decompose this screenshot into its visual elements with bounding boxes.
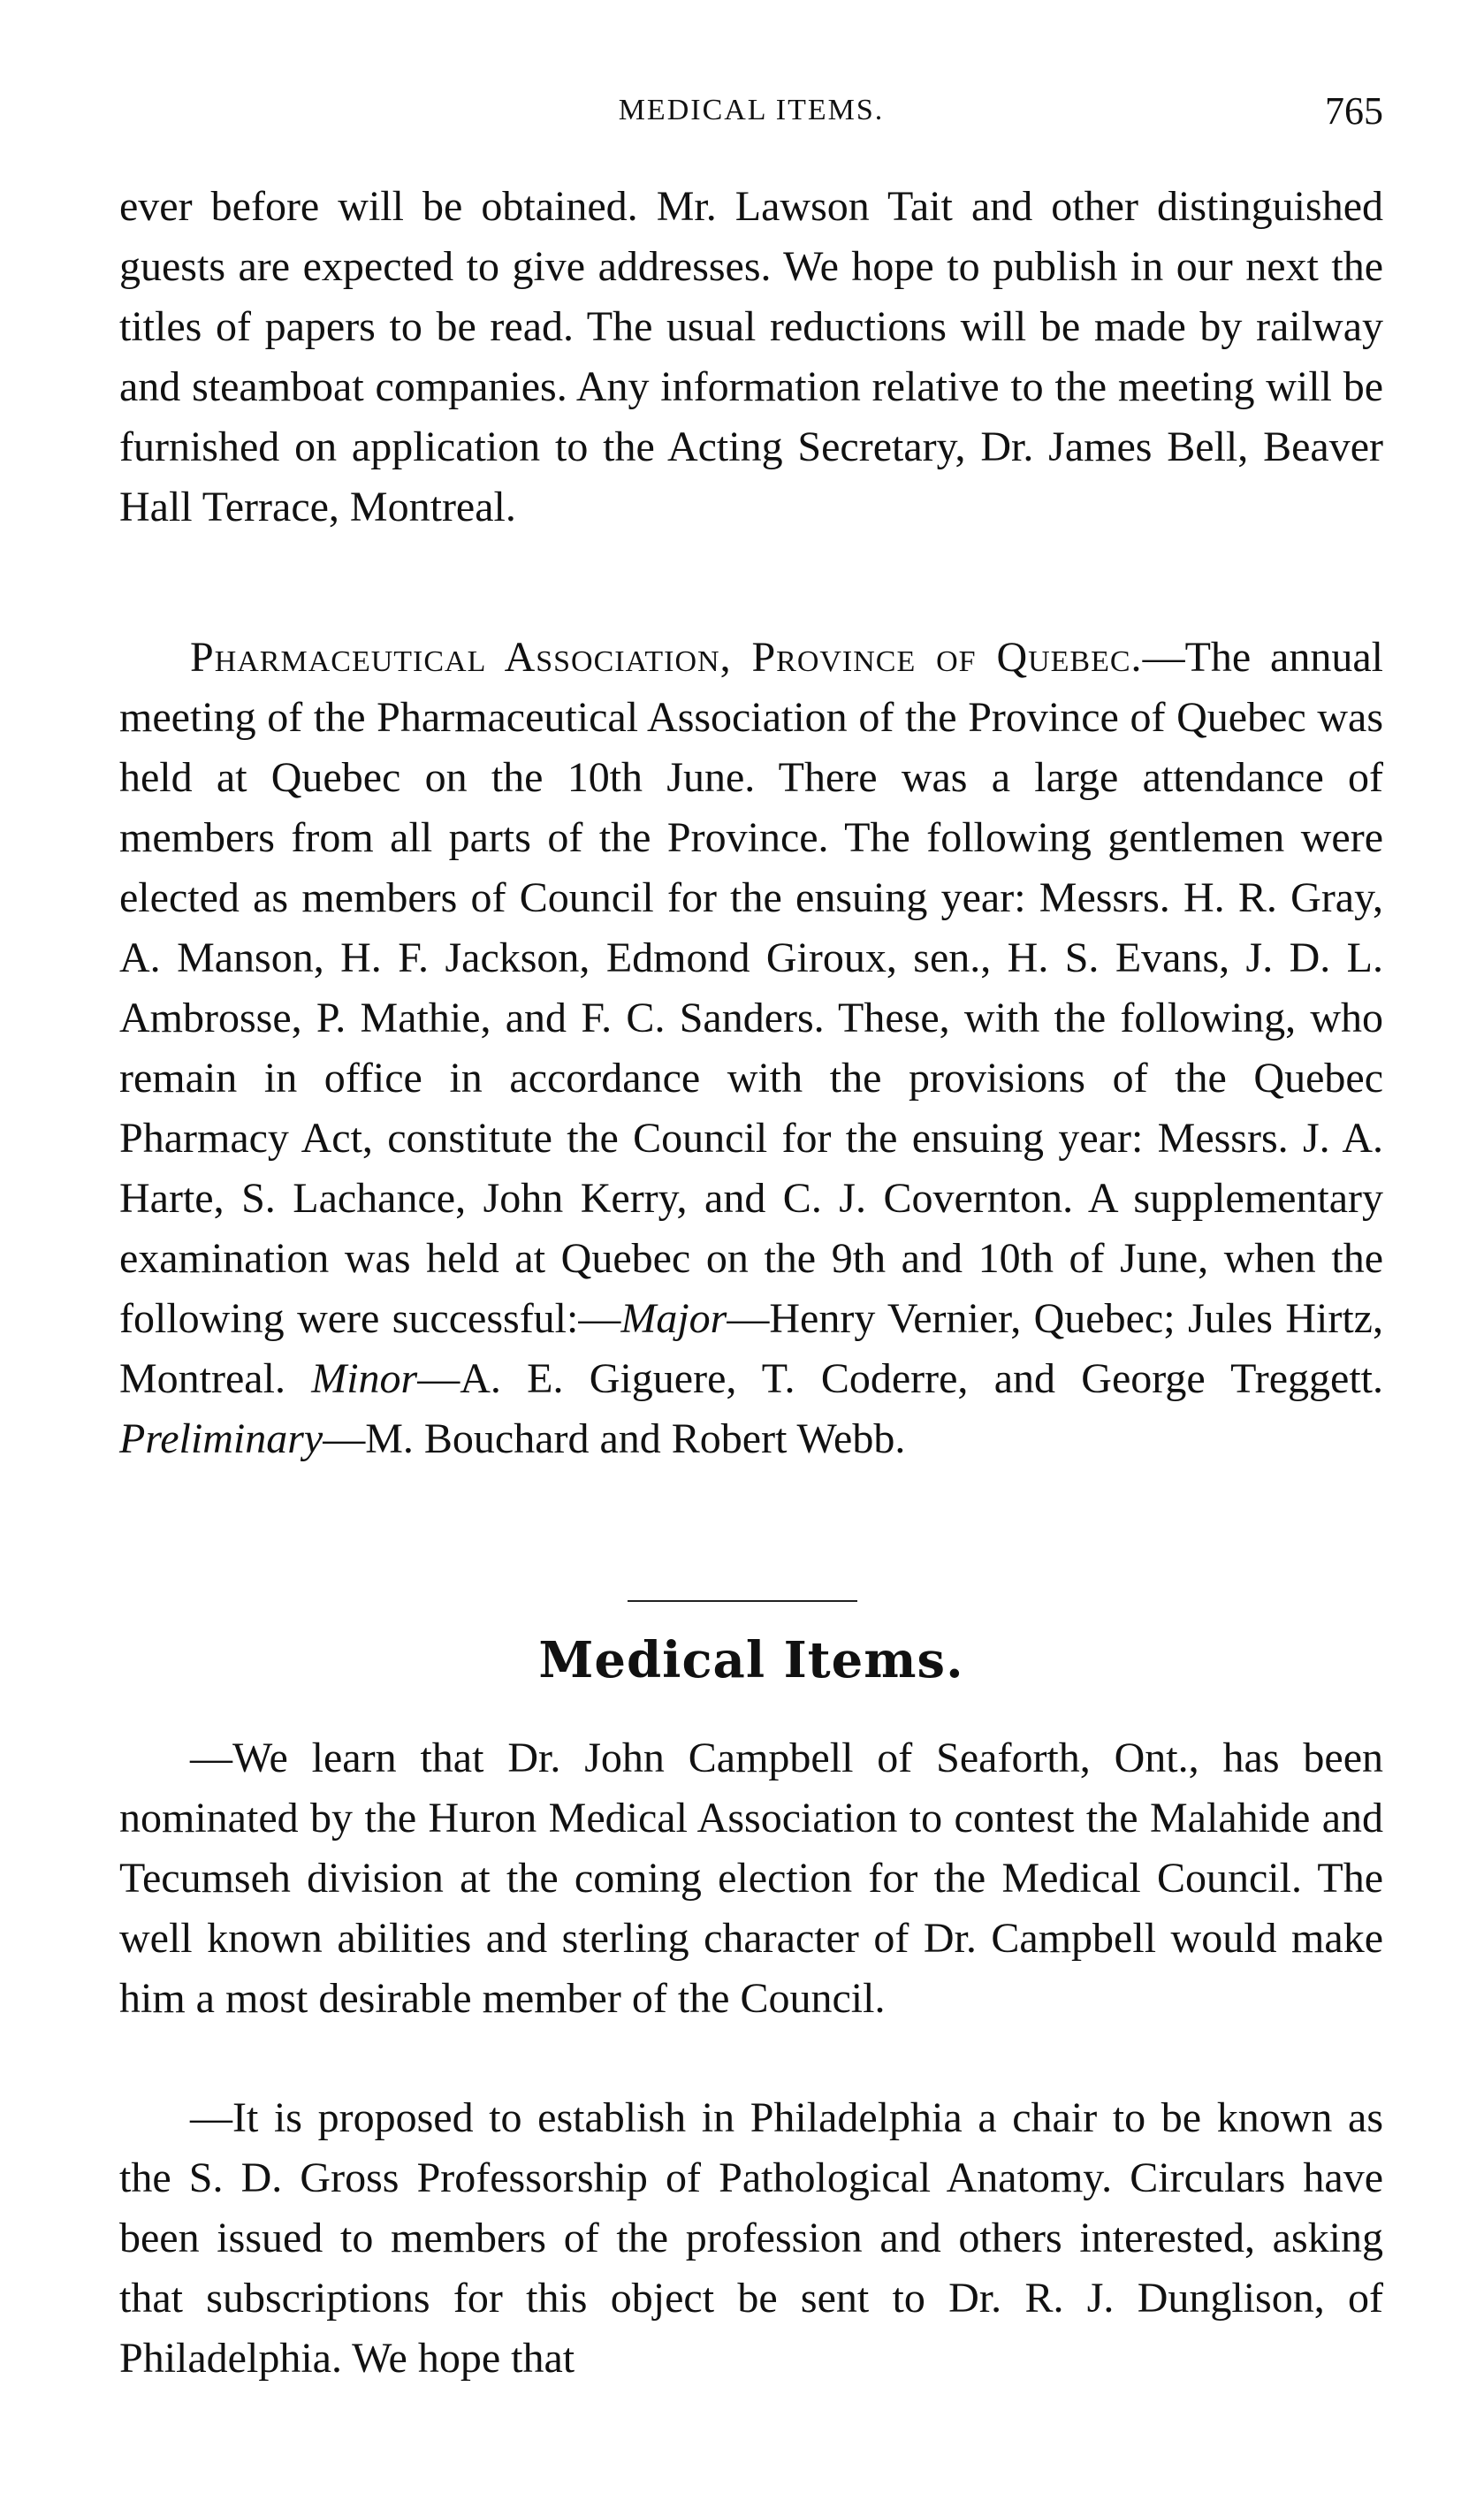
paragraph-body-part-4: —M. Bouchard and Robert Webb. xyxy=(323,1415,906,1462)
section-divider xyxy=(628,1600,857,1602)
medical-item-gross-professorship xyxy=(119,2088,1383,2389)
medical-item-campbell-text: —We learn that Dr. John Campbell of Seaforth, Ont., has been nominated by the Huron Medical Association to contest the Malahide and Tecumseh division at the coming election for the Medical Council. The well known abilities and sterling character of Dr. Campbell would make him a most desirable member of the Council. xyxy=(119,1735,1383,2022)
section-heading: Medical Items. xyxy=(538,1631,964,1689)
medical-item-gross-text: —It is proposed to establish in Philadelphia a chair to be known as the S. D. Gross Professorship of Pathological Anatomy. Circulars have been issued to members of the profession and others interested, asking that subscriptions for this object be sent to Dr. R. J. Dunglison, of Philadelphia. We hope that xyxy=(119,2094,1383,2382)
paragraph-body-part-1: —The annual meeting of the Pharmaceutical Association of the Province of Quebec was held at Quebec on the 10th June. There was a large attendance of members from all parts of the Province. The following gentlemen were elected as members of Council for the ensuing year: Messrs. H. R. Gray, A. Manson, H. F. Jackson, Edmond Giroux, sen., H. S. Evans, J. D. L. Ambrosse, P. Mathie, and F. C. Sanders. These, with the following, who remain in office in accordance with the provisions of the Quebec Pharmacy Act, constitute the Council for the ensuing year: Messrs. J. A. Harte, S. Lachance, John Kerry, and C. J. Covernton. A supplementary examination was held at Quebec on the 9th and 10th of June, when the following were successful:— xyxy=(119,634,1383,1342)
paragraph-pharmaceutical-association xyxy=(119,628,1383,1469)
running-title: MEDICAL ITEMS. xyxy=(618,94,885,126)
paragraph-continued-text: ever before will be obtained. Mr. Lawson Tait and other distinguished guests are expected to give addresses. We hope to publish in our next the titles of papers to be read. The usual reductions will be made by railway and steamboat companies. Any information relative to the meeting will be furnished on application to the Acting Secretary, Dr. James Bell, Beaver Hall Terrace, Montreal. xyxy=(119,183,1383,530)
running-head xyxy=(119,88,1383,141)
major-label: Major xyxy=(620,1295,727,1342)
paragraph-continued xyxy=(119,177,1383,538)
minor-label: Minor xyxy=(311,1355,418,1402)
paragraph-pharmaceutical-text xyxy=(119,628,1383,1469)
preliminary-label: Preliminary xyxy=(119,1415,323,1462)
paragraph-body-part-2: —Henry Vernier, Quebec; Jules Hirtz, Montreal. xyxy=(119,1295,1383,1402)
paragraph-body-part-3: —A. E. Giguere, T. Coderre, and George Treggett. xyxy=(417,1355,1383,1402)
paragraph-heading: Pharmaceutical Association, Province of Quebec. xyxy=(190,634,1143,681)
medical-item-campbell xyxy=(119,1728,1383,2029)
page-number: 765 xyxy=(1325,89,1383,133)
